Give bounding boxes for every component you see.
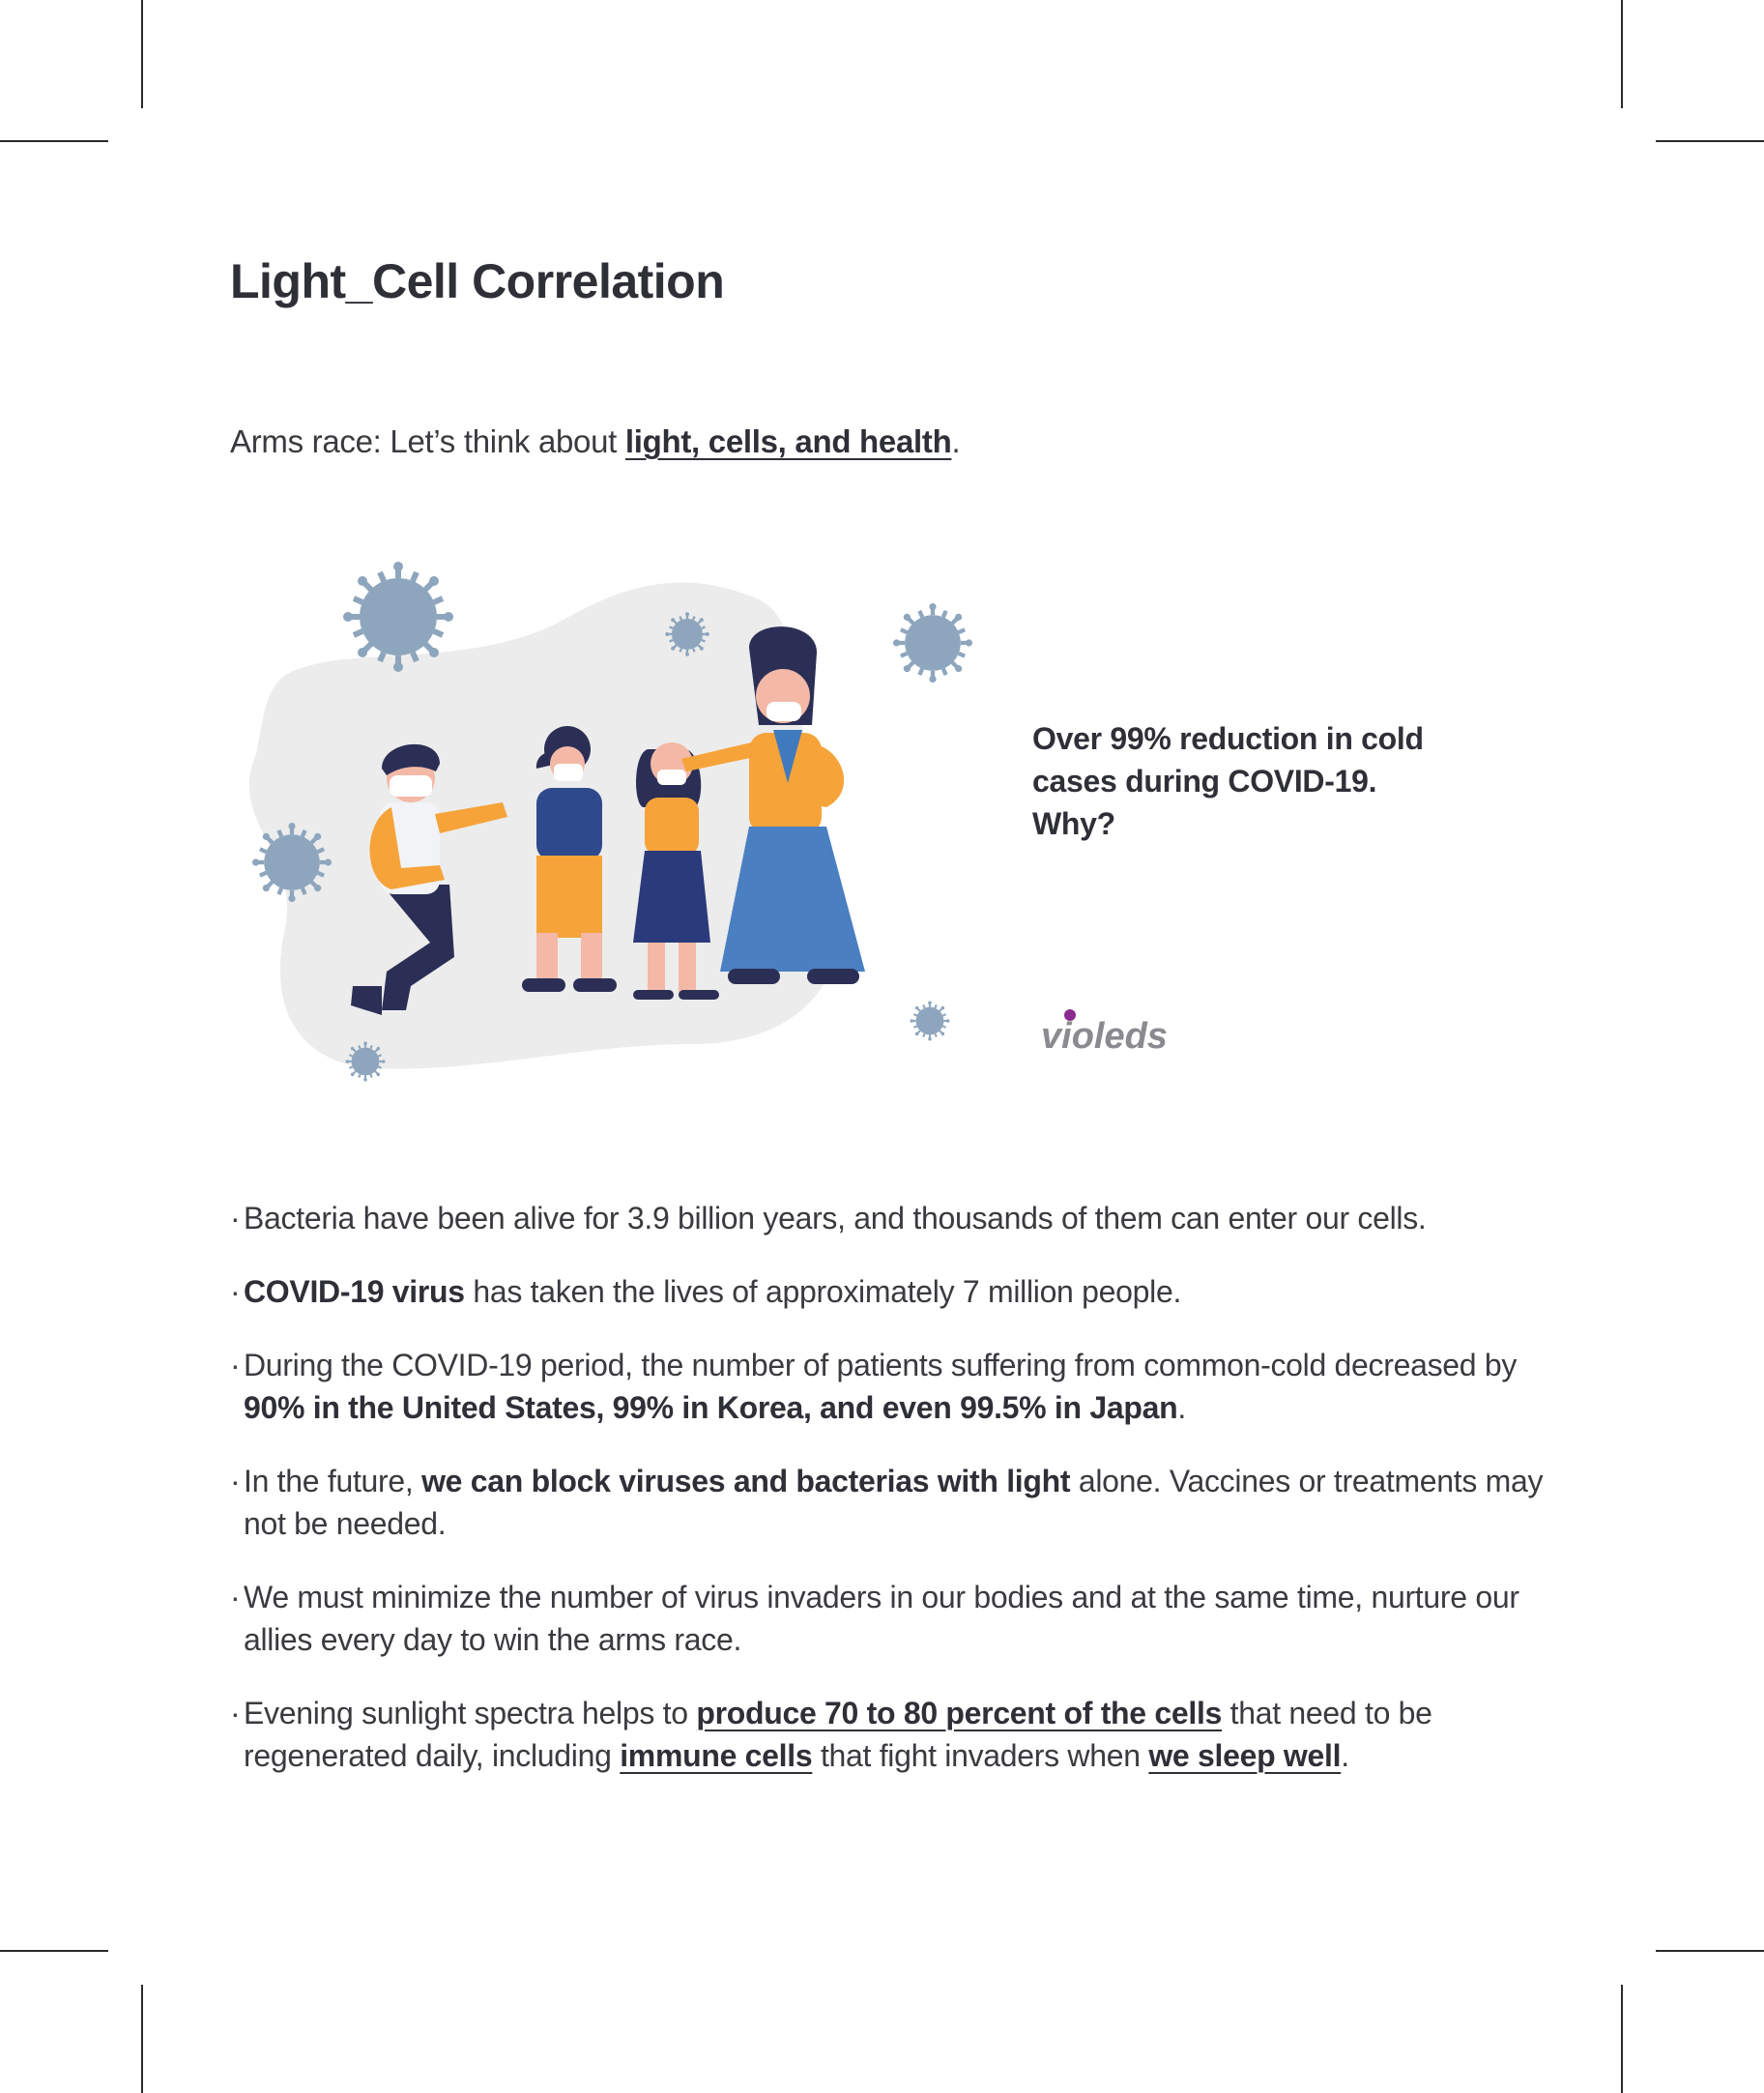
bullet-emphasis: we can block viruses and bacterias with light bbox=[421, 1464, 1071, 1498]
list-item bbox=[230, 1692, 1554, 1777]
bullet-text: We must minimize the number of virus invaders in our bodies and at the same time, nurture our allies every day to win the arms race. bbox=[244, 1580, 1519, 1657]
virus-icon bbox=[893, 603, 972, 683]
virus-icon bbox=[910, 1001, 949, 1040]
bullet-text: that fight invaders when bbox=[812, 1738, 1149, 1773]
crop-mark-bottom-left-v bbox=[141, 1985, 143, 2093]
bullet-text: In the future, bbox=[244, 1464, 422, 1498]
callout-line-1: Over 99% reduction in cold bbox=[1032, 721, 1424, 756]
bullet-text: During the COVID-19 period, the number of patients suffering from common-cold decreased by bbox=[244, 1348, 1518, 1382]
bullet-text: . bbox=[1177, 1390, 1186, 1425]
bullet-text: has taken the lives of approximately 7 million people. bbox=[464, 1274, 1182, 1309]
list-item bbox=[230, 1344, 1554, 1429]
callout-line-2: cases during COVID-19. bbox=[1032, 764, 1377, 799]
bullet-emphasis: immune cells bbox=[620, 1738, 813, 1773]
bullet-emphasis: we sleep well bbox=[1148, 1738, 1342, 1773]
callout-line-3: Why? bbox=[1032, 806, 1115, 841]
crop-mark-top-left-v bbox=[141, 0, 143, 108]
callout-text bbox=[1032, 717, 1458, 845]
list-item bbox=[230, 1197, 1554, 1239]
bullet-emphasis: 90% in the United States, 99% in Korea, and even 99.5% in Japan bbox=[244, 1390, 1178, 1425]
bullet-dot: · bbox=[230, 1580, 241, 1614]
bullet-emphasis: produce 70 to 80 percent of the cells bbox=[696, 1696, 1223, 1730]
crop-mark-top-right-h bbox=[1656, 140, 1764, 142]
intro-line bbox=[230, 423, 960, 460]
intro-emphasis: light, cells, and health bbox=[624, 423, 952, 459]
bullet-emphasis: COVID-19 virus bbox=[244, 1274, 465, 1309]
bullet-text: that need to be regenerated daily, including bbox=[244, 1696, 1432, 1773]
crop-mark-top-right-v bbox=[1621, 0, 1623, 108]
bullet-text: alone. Vaccines or treatments may not be needed. bbox=[244, 1464, 1544, 1541]
virus-icon bbox=[343, 562, 453, 672]
virus-icon bbox=[345, 1041, 385, 1081]
bullet-list bbox=[230, 1197, 1554, 1808]
virus-icon bbox=[252, 823, 332, 902]
list-item bbox=[230, 1576, 1554, 1661]
crop-mark-bottom-left-h bbox=[0, 1950, 108, 1952]
bullet-dot: · bbox=[230, 1348, 241, 1382]
list-item bbox=[230, 1460, 1554, 1545]
family-masks-illustration bbox=[246, 561, 981, 1092]
bullet-text: . bbox=[1341, 1738, 1349, 1773]
page-title: Light_Cell Correlation bbox=[230, 254, 725, 308]
crop-mark-bottom-right-v bbox=[1621, 1985, 1623, 2093]
virus-icon bbox=[665, 612, 709, 656]
logo-text: violeds bbox=[1041, 1016, 1168, 1057]
crop-mark-bottom-right-h bbox=[1656, 1950, 1764, 1952]
intro-suffix: . bbox=[951, 423, 961, 459]
bullet-dot: · bbox=[230, 1696, 241, 1730]
bullet-dot: · bbox=[230, 1464, 241, 1498]
bullet-text: Evening sunlight spectra helps to bbox=[244, 1696, 697, 1730]
crop-mark-top-left-h bbox=[0, 140, 108, 142]
bullet-dot: · bbox=[230, 1274, 241, 1309]
bullet-text: Bacteria have been alive for 3.9 billion years, and thousands of them can enter our cells. bbox=[244, 1201, 1427, 1235]
bullet-dot: · bbox=[230, 1201, 241, 1235]
violeds-logo bbox=[1039, 1003, 1184, 1061]
list-item bbox=[230, 1270, 1554, 1313]
intro-prefix: Arms race: Let’s think about bbox=[230, 423, 625, 459]
